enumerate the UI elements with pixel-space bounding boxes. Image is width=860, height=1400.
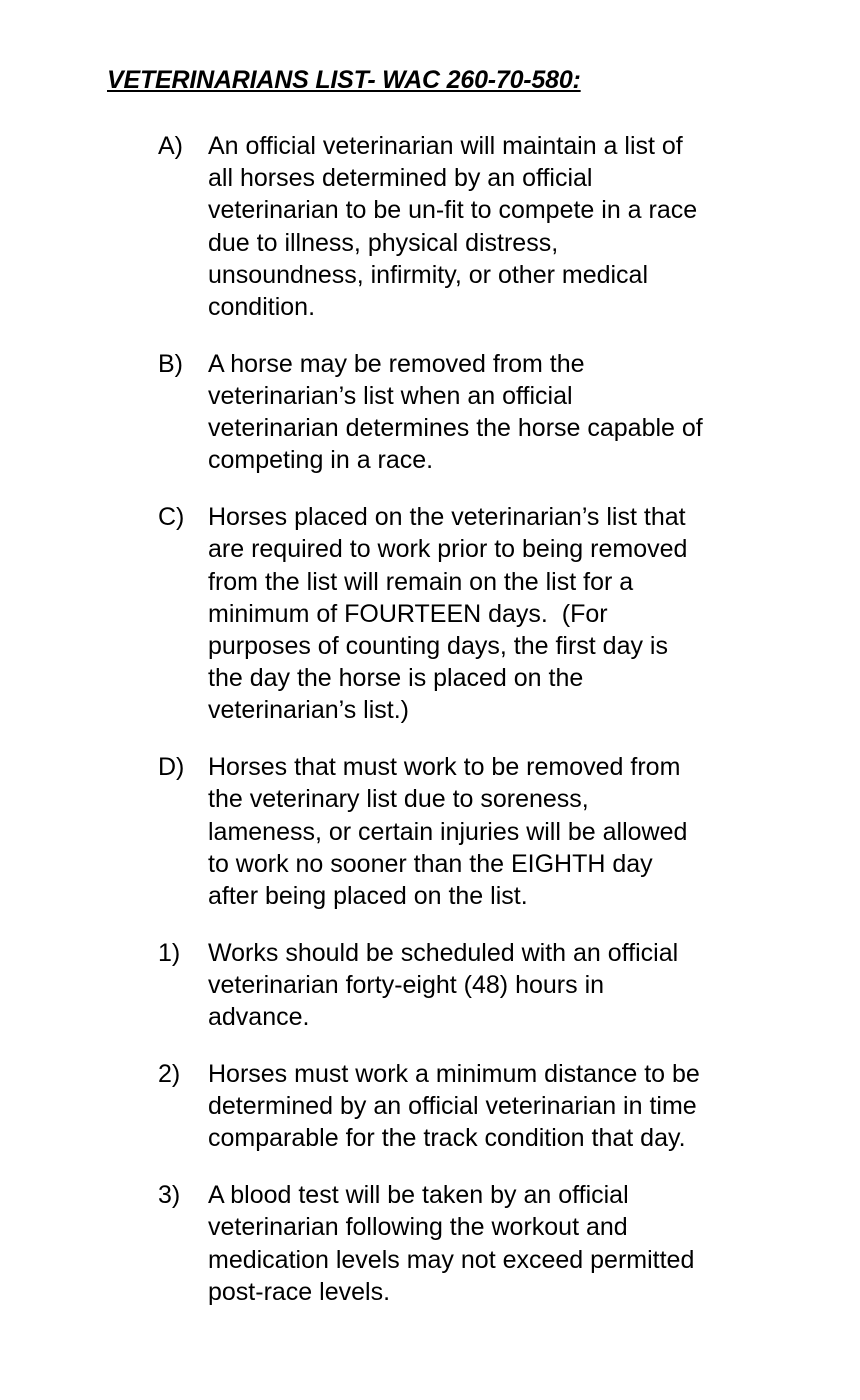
rule-item-line: An official veterinarian will maintain a list of xyxy=(208,132,683,160)
rule-item-text xyxy=(208,501,788,726)
rule-item-line: purposes of counting days, the first day is xyxy=(208,632,668,661)
rule-item-marker: D) xyxy=(158,753,185,782)
rule-item-line: Horses placed on the veterinarian’s list that xyxy=(208,503,686,532)
rule-item-line: due to illness, physical distress, xyxy=(208,228,559,257)
rule-item-line: are required to work prior to being removed xyxy=(208,535,688,564)
rule-item xyxy=(158,501,798,726)
rule-item-line: the day the horse is placed on the xyxy=(208,664,584,693)
rule-item-line: Horses that must work to be removed from xyxy=(208,753,681,782)
rule-item-marker: B) xyxy=(158,349,183,378)
rule-item-line: medication levels may not exceed permitted xyxy=(208,1245,695,1274)
rule-item xyxy=(158,348,798,477)
rule-item-line: lameness, or certain injuries will be allowed xyxy=(208,817,688,846)
rule-item-line: veterinarian’s list.) xyxy=(208,696,410,725)
rule-item xyxy=(158,130,798,323)
rule-item-line: minimum of FOURTEEN days. (For xyxy=(208,599,608,628)
document-title: VETERINARIANS LIST- WAC 260-70-580: xyxy=(107,66,581,94)
rule-item-line: unsoundness, infirmity, or other medical xyxy=(208,260,649,289)
rule-item-line: competing in a race. xyxy=(208,446,434,475)
rule-item-marker: 3) xyxy=(158,1181,181,1210)
rule-item xyxy=(158,1179,798,1308)
rule-item-line: post-race levels. xyxy=(208,1277,391,1306)
rule-item-text xyxy=(208,1179,788,1308)
rule-item xyxy=(158,937,798,1034)
rule-item xyxy=(158,1058,798,1155)
rule-item-marker: A) xyxy=(158,132,183,160)
rule-item-text xyxy=(208,348,788,477)
rule-item-line: condition. xyxy=(208,293,316,322)
rule-item-line: after being placed on the list. xyxy=(208,882,528,911)
rule-item-line: veterinarian’s list when an official xyxy=(208,382,573,411)
rule-item-line: advance. xyxy=(208,1003,310,1032)
rule-list xyxy=(158,130,798,1333)
rule-item-line: A blood test will be taken by an official xyxy=(208,1181,629,1210)
rule-item-text xyxy=(208,937,788,1034)
rule-item-line: A horse may be removed from the xyxy=(208,349,585,378)
rule-item-line: Works should be scheduled with an official xyxy=(208,938,679,967)
rule-item-line: all horses determined by an official xyxy=(208,164,593,193)
rule-item-line: veterinarian determines the horse capable of xyxy=(208,414,703,443)
rule-item-line: veterinarian following the workout and xyxy=(208,1213,628,1242)
rule-item-line: comparable for the track condition that day. xyxy=(208,1124,686,1153)
rule-item-text xyxy=(208,751,788,912)
rule-item-text xyxy=(208,130,788,323)
rule-item-marker: C) xyxy=(158,503,185,532)
rule-item-line: to work no sooner than the EIGHTH day xyxy=(208,849,653,878)
rule-item-marker: 2) xyxy=(158,1060,181,1089)
rule-item-line: veterinarian to be un-fit to compete in a race xyxy=(208,196,698,225)
rule-item-line: Horses must work a minimum distance to be xyxy=(208,1060,700,1089)
rule-item-line: veterinarian forty-eight (48) hours in xyxy=(208,971,605,1000)
rule-item-marker: 1) xyxy=(158,938,181,967)
rule-item-line: from the list will remain on the list for a xyxy=(208,567,634,596)
rule-item-line: determined by an official veterinarian in time xyxy=(208,1092,697,1121)
rule-item-text xyxy=(208,1058,788,1155)
rule-item-line: the veterinary list due to soreness, xyxy=(208,785,589,814)
rule-item xyxy=(158,751,798,912)
